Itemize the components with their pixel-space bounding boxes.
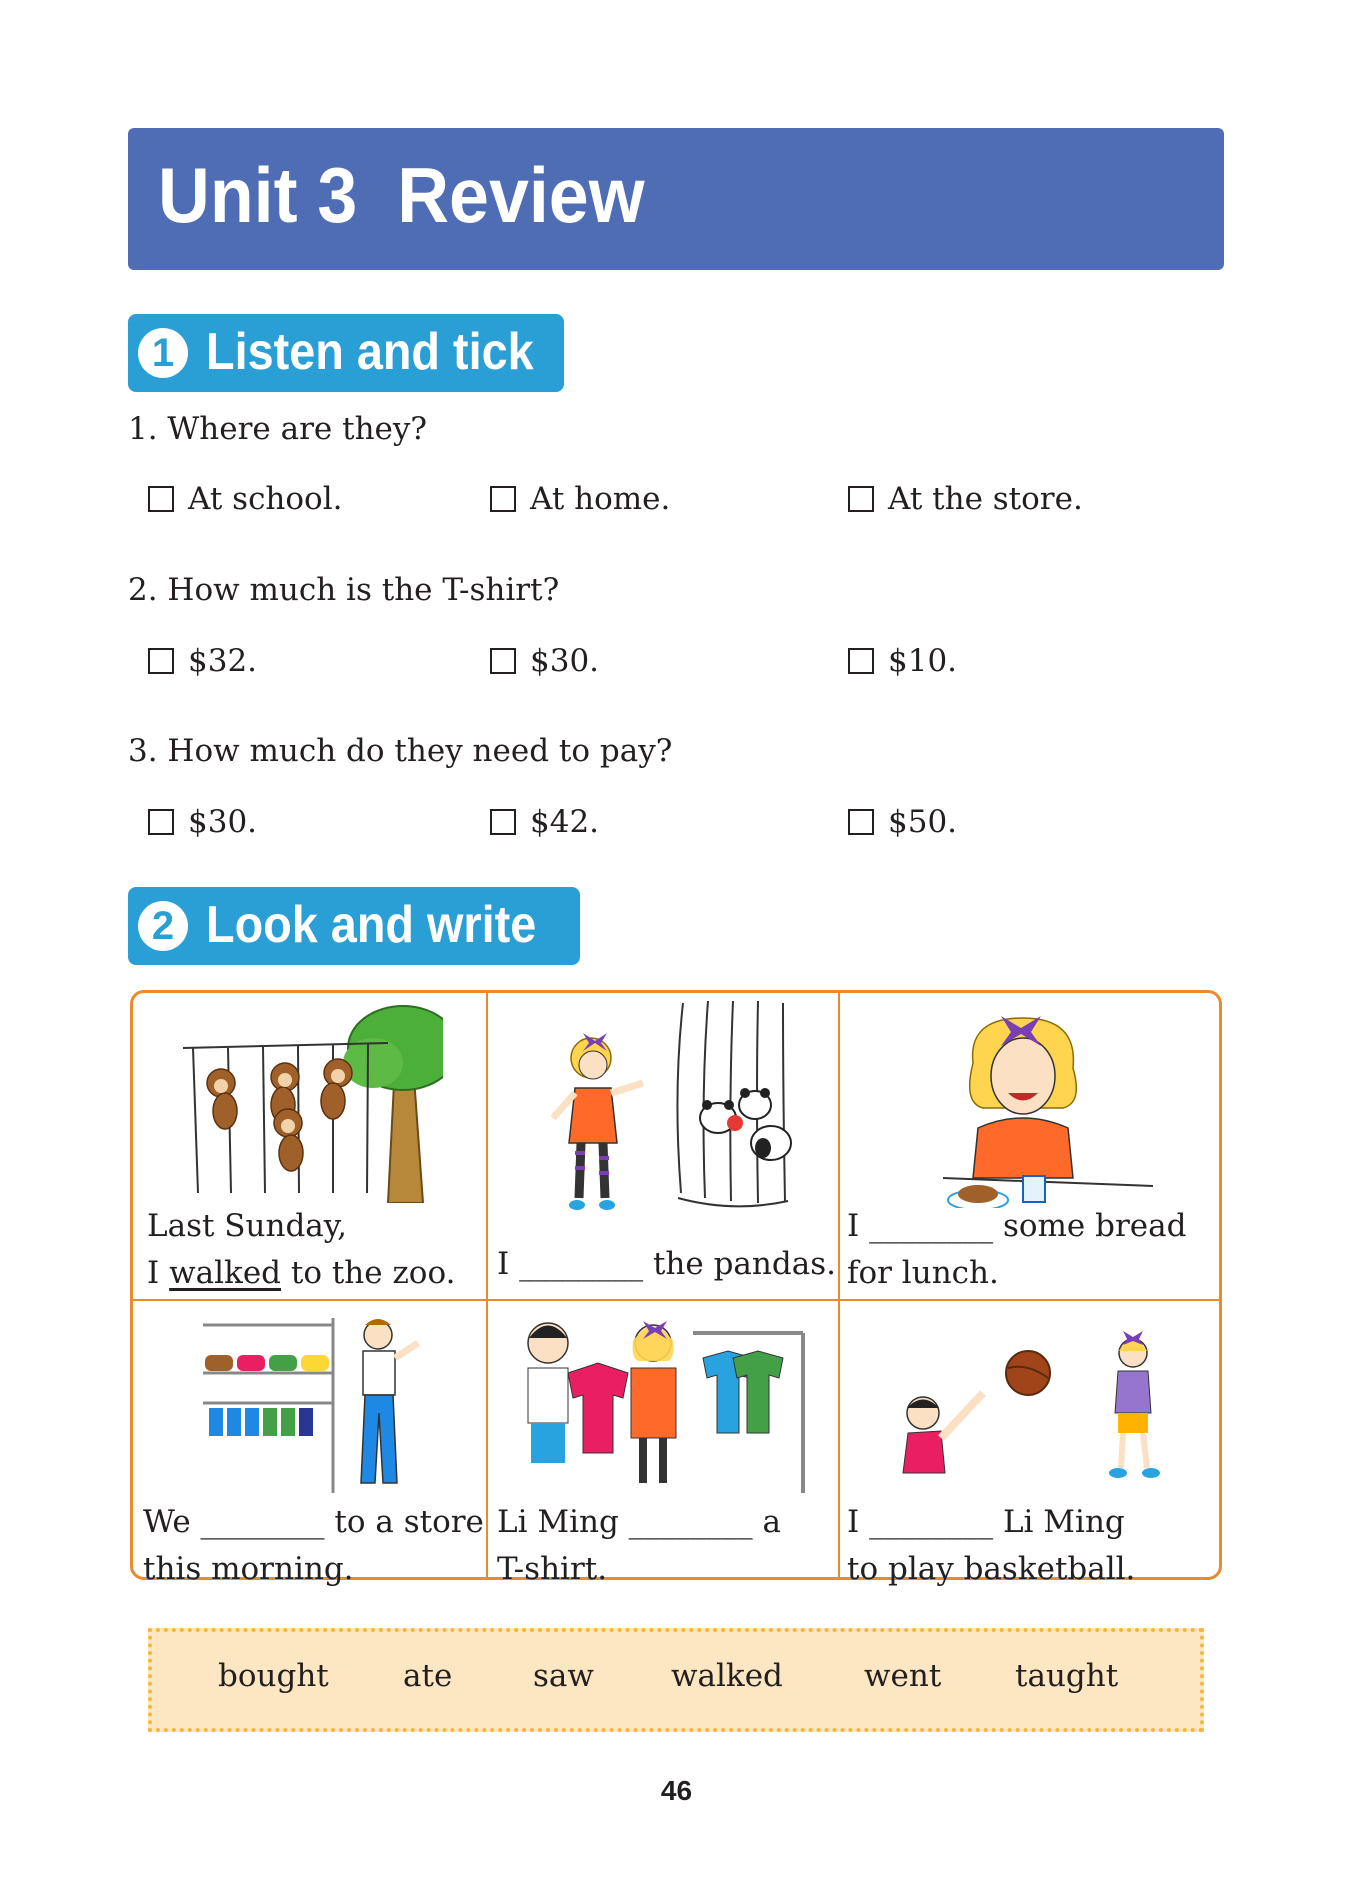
cell-3-caption: I ________ some bread for lunch. — [847, 1208, 1187, 1291]
section-2-header — [128, 887, 580, 965]
example-answer: walked — [169, 1255, 282, 1291]
page-number: 46 — [660, 1775, 693, 1806]
option-q2-c[interactable]: $10. — [848, 643, 957, 679]
cell-4-caption: We ________ to a store this morning. — [143, 1504, 484, 1587]
option-q3-b[interactable]: $42. — [490, 804, 599, 840]
look-and-write-grid — [130, 990, 1222, 1587]
cell-2-caption: I ________ the pandas. — [497, 1246, 836, 1282]
section-1-number: 1 — [138, 328, 188, 378]
cell-5-caption: Li Ming ________ a T-shirt. — [497, 1504, 782, 1587]
option-q2-b[interactable]: $30. — [490, 643, 599, 679]
page-title: Unit 3 Review — [158, 151, 645, 239]
word-bank — [148, 1628, 1204, 1732]
basketball-illustration — [863, 1313, 1193, 1493]
checkbox[interactable] — [148, 809, 174, 835]
word-bank-item: ate — [403, 1658, 453, 1694]
section-2-title: Look and write — [206, 896, 537, 954]
checkbox[interactable] — [848, 486, 874, 512]
checkbox[interactable] — [148, 648, 174, 674]
grid-divider — [838, 993, 840, 1577]
checkbox[interactable] — [148, 486, 174, 512]
checkbox[interactable] — [490, 809, 516, 835]
word-bank-item: went — [864, 1658, 942, 1694]
girl-pandas-illustration — [513, 993, 833, 1233]
word-bank-item: taught — [1015, 1658, 1119, 1694]
option-q1-a[interactable]: At school. — [148, 481, 343, 517]
cell-6-caption: I ________ Li Ming to play basketball. — [847, 1504, 1136, 1587]
question-2: 2. How much is the T-shirt? — [128, 572, 560, 608]
section-2-number: 2 — [138, 901, 188, 951]
grid-divider — [133, 1299, 1219, 1301]
grid-divider — [486, 993, 488, 1577]
checkbox[interactable] — [490, 648, 516, 674]
option-q3-c[interactable]: $50. — [848, 804, 957, 840]
option-q3-a[interactable]: $30. — [148, 804, 257, 840]
option-q1-c[interactable]: At the store. — [848, 481, 1083, 517]
girl-lunch-illustration — [923, 1008, 1163, 1208]
word-bank-item: bought — [218, 1658, 329, 1694]
title-banner — [128, 128, 1224, 270]
word-bank-item: walked — [671, 1658, 783, 1694]
question-1: 1. Where are they? — [128, 411, 428, 447]
word-bank-item: saw — [533, 1658, 594, 1694]
question-3: 3. How much do they need to pay? — [128, 733, 673, 769]
checkbox[interactable] — [848, 809, 874, 835]
tshirt-shopping-illustration — [513, 1313, 813, 1493]
checkbox[interactable] — [490, 486, 516, 512]
option-q1-b[interactable]: At home. — [490, 481, 670, 517]
section-1-title: Listen and tick — [206, 323, 534, 381]
cell-1-caption: Last Sunday, I walked to the zoo. — [147, 1208, 456, 1291]
monkeys-zoo-illustration — [173, 1003, 443, 1203]
store-clerk-illustration — [183, 1313, 443, 1493]
section-1-header — [128, 314, 564, 392]
option-q2-a[interactable]: $32. — [148, 643, 257, 679]
checkbox[interactable] — [848, 648, 874, 674]
